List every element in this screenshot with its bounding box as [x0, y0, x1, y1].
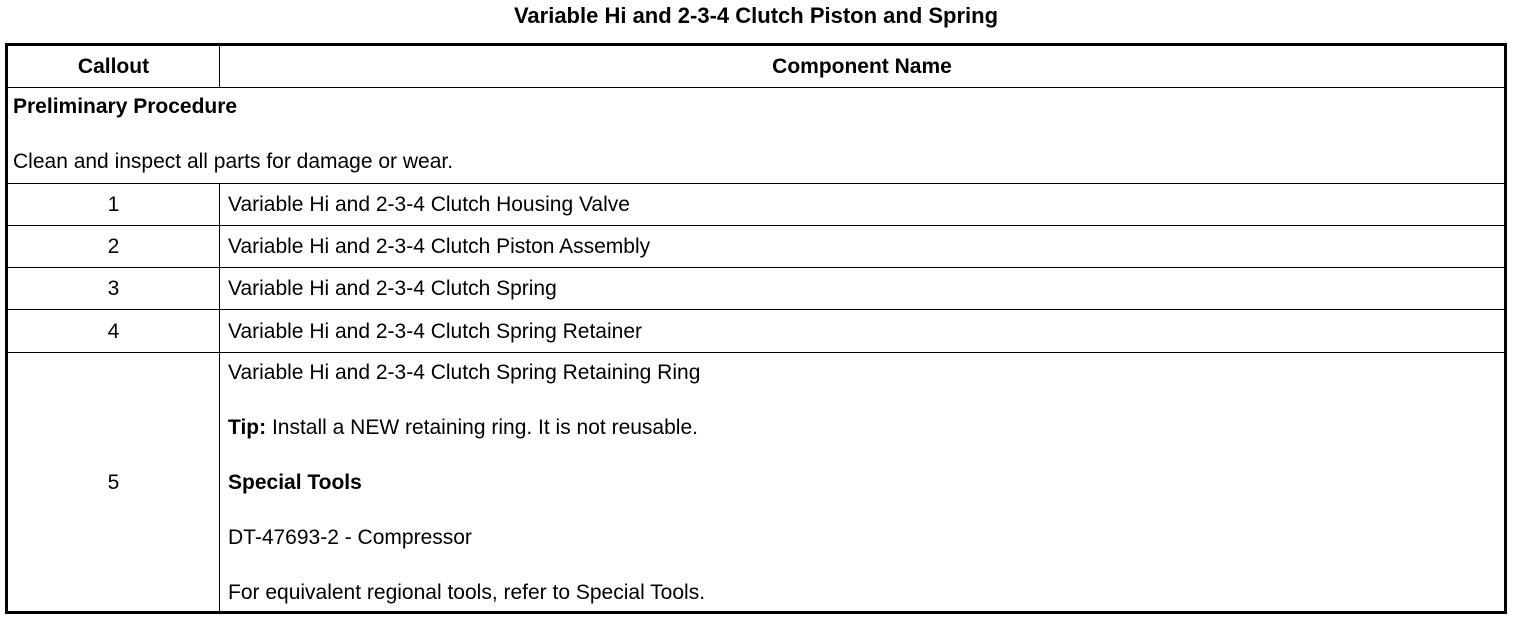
preliminary-procedure-text: Clean and inspect all parts for damage or wear.	[13, 150, 454, 173]
table-header-row	[8, 46, 1504, 87]
tip-text: Install a NEW retaining ring. It is not reusable.	[266, 416, 698, 439]
component-table	[5, 43, 1507, 614]
preliminary-procedure-heading: Preliminary Procedure	[13, 95, 238, 118]
table-row	[8, 352, 1504, 612]
table-row	[8, 183, 1504, 225]
table-row	[8, 225, 1504, 267]
tip-note	[228, 416, 698, 440]
table-row	[8, 267, 1504, 310]
callout-number: 3	[8, 268, 220, 310]
component-name-column-header: Component Name	[772, 54, 952, 78]
table-row	[8, 309, 1504, 353]
callout-number: 2	[8, 226, 220, 267]
component-name: Variable Hi and 2-3-4 Clutch Piston Assembly	[228, 234, 651, 258]
special-tools-heading: Special Tools	[228, 471, 362, 494]
callout-number: 1	[8, 184, 220, 225]
tip-label: Tip:	[228, 416, 267, 439]
special-tool-item: DT-47693-2 - Compressor	[228, 526, 472, 549]
callout-number: 5	[8, 353, 220, 612]
component-name: Variable Hi and 2-3-4 Clutch Spring	[228, 277, 557, 300]
component-name-details	[220, 353, 1504, 612]
callout-column-header: Callout	[8, 46, 220, 87]
component-name: Variable Hi and 2-3-4 Clutch Housing Valve	[228, 192, 630, 216]
preliminary-procedure-row	[8, 87, 1504, 184]
callout-number: 4	[8, 310, 220, 353]
document-title: Variable Hi and 2-3-4 Clutch Piston and Spring	[513, 3, 999, 28]
special-tools-note: For equivalent regional tools, refer to Special Tools.	[228, 581, 706, 604]
component-name: Variable Hi and 2-3-4 Clutch Spring Retaining Ring	[228, 361, 701, 384]
component-name: Variable Hi and 2-3-4 Clutch Spring Retainer	[228, 319, 642, 343]
